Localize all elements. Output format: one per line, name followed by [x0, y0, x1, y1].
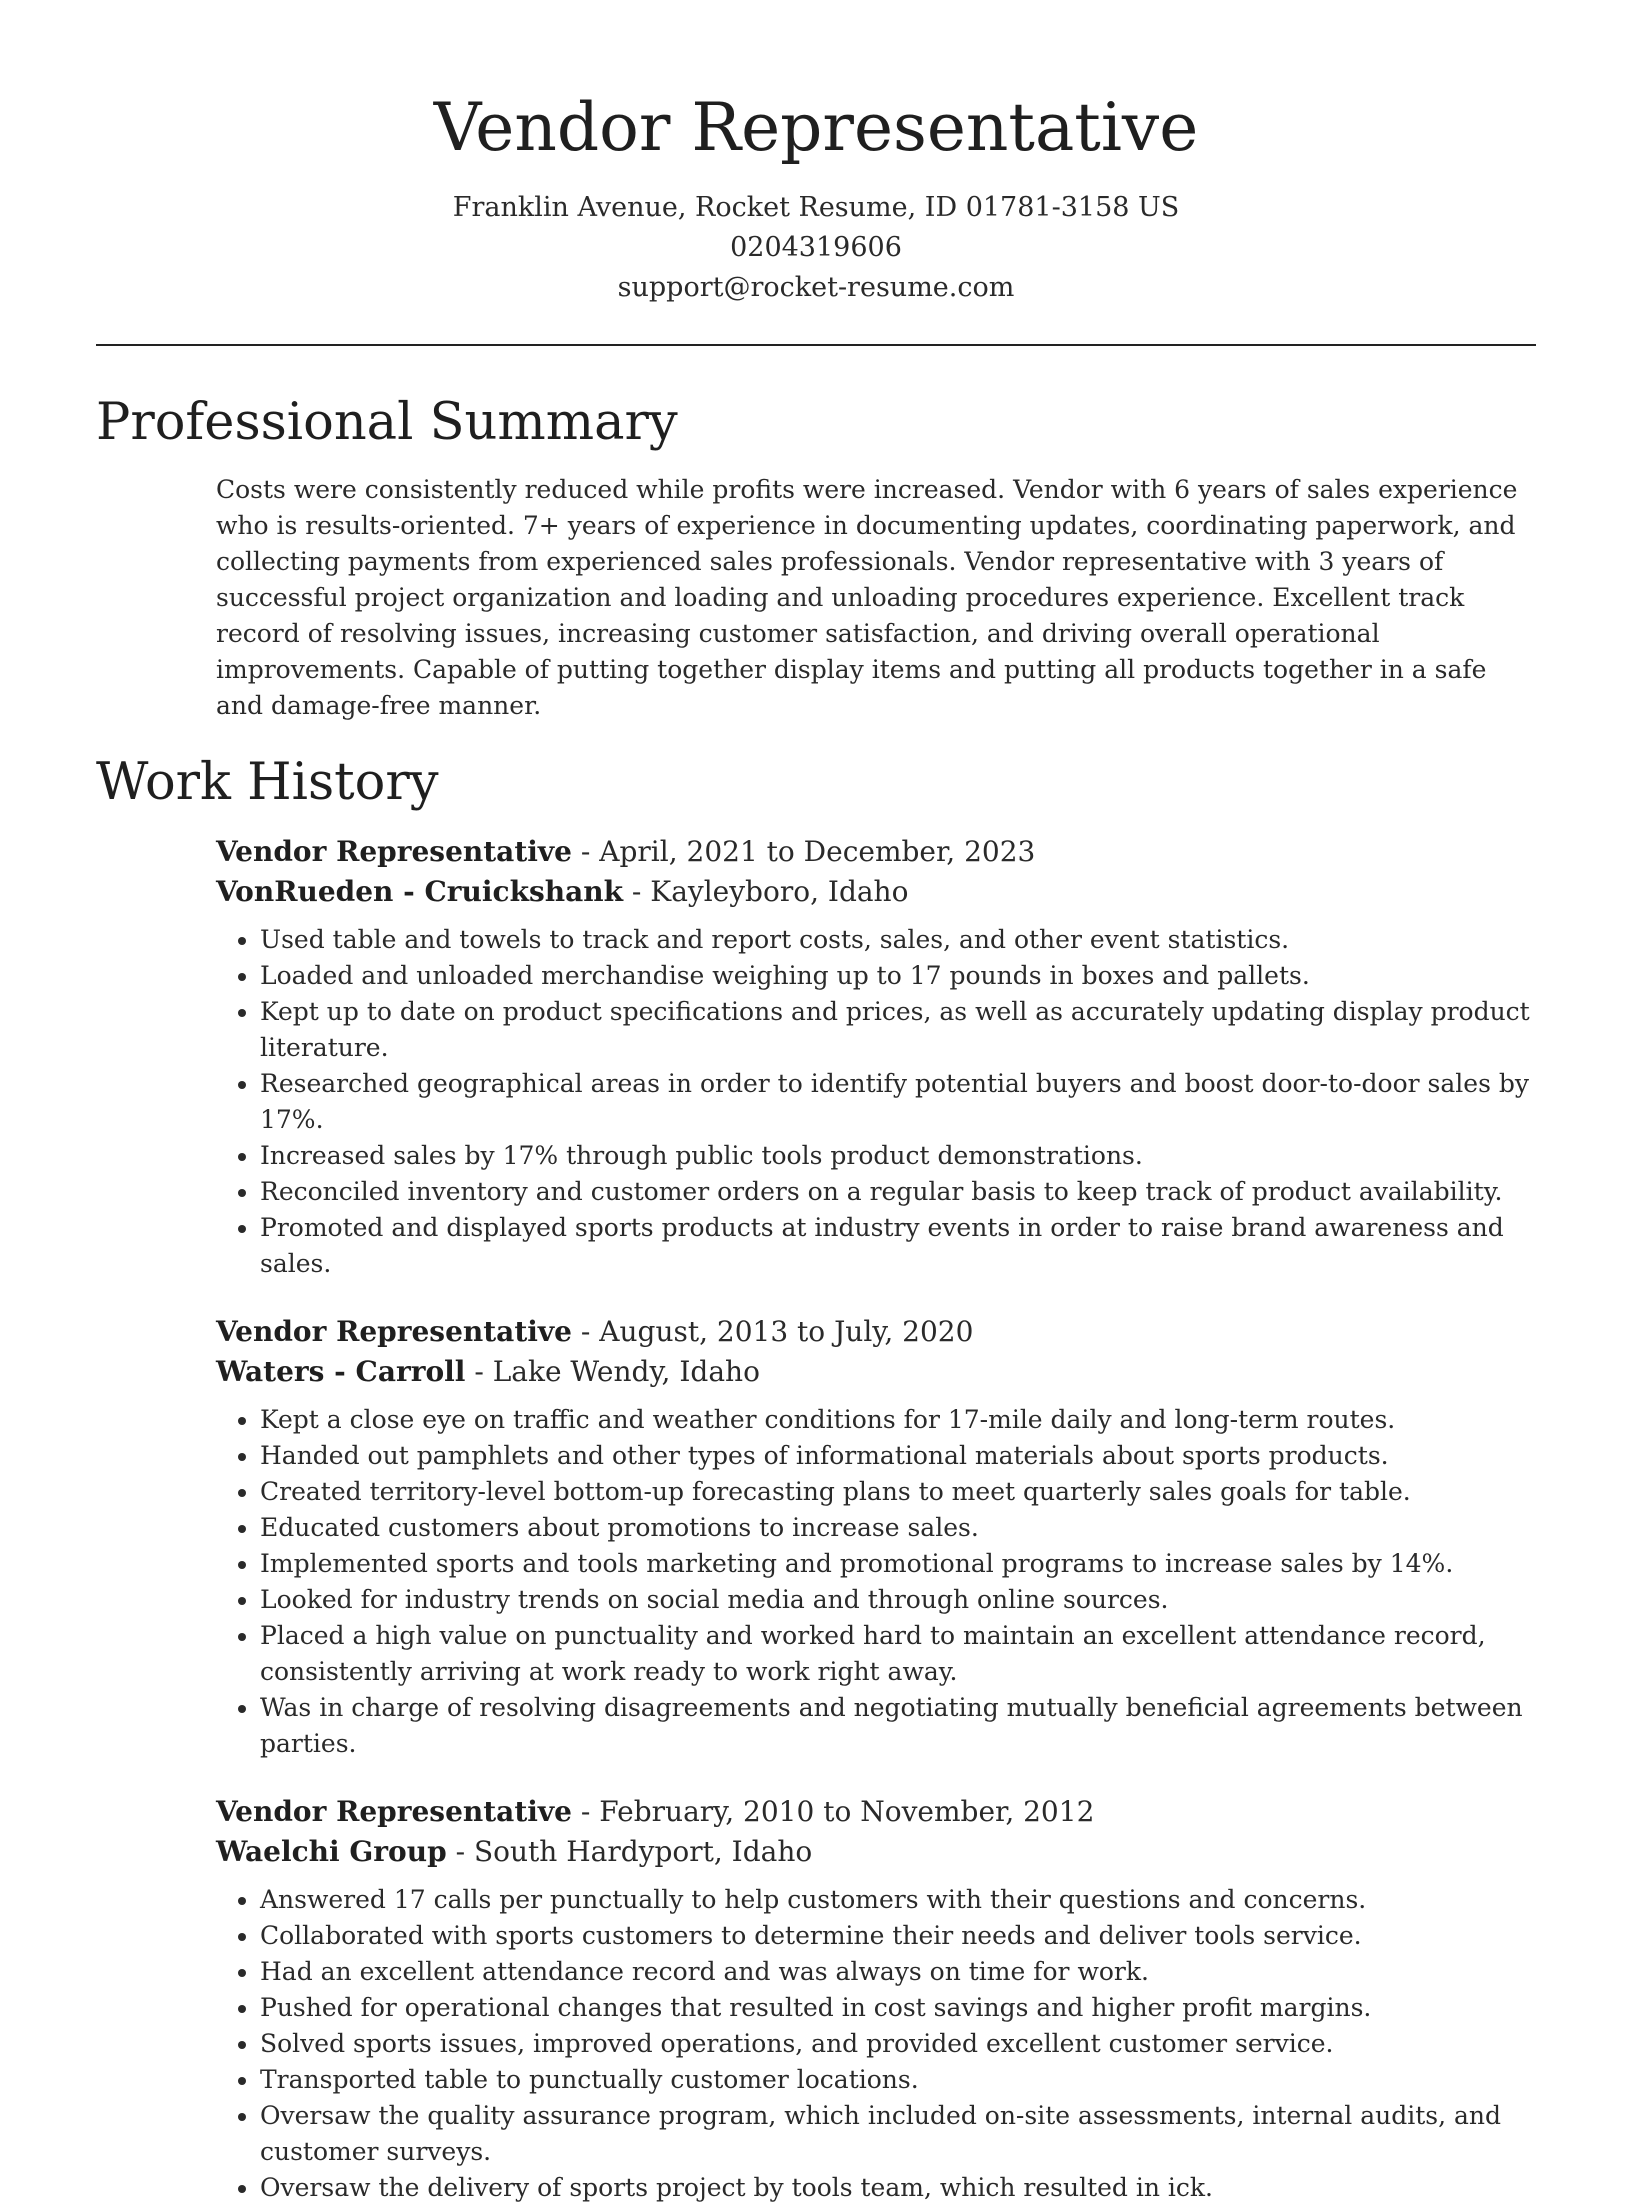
section-title-summary: Professional Summary	[96, 393, 678, 452]
job-location: Kayleyboro, Idaho	[650, 875, 909, 908]
list-item: • Placed a high value on punctuality and worked hard to maintain an excellent attendance record, consistently arriving at work ready to work right away.	[260, 1618, 1536, 1690]
job-company: Waelchi Group	[216, 1835, 447, 1868]
job-entry	[216, 1792, 1536, 2206]
job-dates: April, 2021 to December, 2023	[599, 835, 1036, 868]
separator: -	[474, 1355, 493, 1388]
summary-text: Costs were consistently reduced while profits were increased. Vendor with 6 years of sales experience who is results-oriented. 7+ years of experience in documenting updates, coordinating paperwork, and collecting payments from experienced sales professionals. Vendor representative with 3 years of successful project organization and loading and unloading procedures experience. Excellent track record of resolving issues, increasing customer satisfaction, and driving overall operational improvements. Capable of putting together display items and putting all products together in a safe and damage-free manner.	[216, 475, 1518, 720]
separator: -	[631, 875, 651, 908]
address: Franklin Avenue, Rocket Resume, ID 01781-3158 US	[452, 192, 1180, 223]
list-item: • Had an excellent attendance record and was always on time for work.	[260, 1954, 1536, 1990]
list-item: • Increased sales by 17% through public tools product demonstrations.	[260, 1138, 1536, 1174]
job-role: Vendor Representative	[216, 1315, 572, 1348]
job-company: VonRueden - Cruickshank	[216, 875, 623, 908]
job-title-line	[216, 1792, 1536, 1832]
section-title-work-history: Work History	[96, 753, 439, 812]
list-item: • Handed out pamphlets and other types of informational materials about sports products.	[260, 1438, 1536, 1474]
list-item: • Solved sports issues, improved operations, and provided excellent customer service.	[260, 2026, 1536, 2062]
candidate-name: Vendor Representative	[433, 89, 1199, 166]
job-role: Vendor Representative	[216, 835, 572, 868]
job-dates: February, 2010 to November, 2012	[599, 1795, 1095, 1828]
job-company-line	[216, 1352, 1536, 1392]
job-bullets	[216, 922, 1536, 1282]
list-item: • Implemented sports and tools marketing and promotional programs to increase sales by 14%.	[260, 1546, 1536, 1582]
phone-number: 0204319606	[730, 232, 902, 263]
list-item: • Oversaw the quality assurance program, which included on-site assessments, internal audits, and customer surveys.	[260, 2098, 1536, 2170]
list-item: • Oversaw the delivery of sports project by tools team, which resulted in ick.	[260, 2170, 1536, 2206]
job-bullets	[216, 1882, 1536, 2206]
job-title-line	[216, 1312, 1536, 1352]
job-location: South Hardyport, Idaho	[473, 1835, 813, 1868]
separator: -	[580, 835, 600, 868]
job-entry	[216, 832, 1536, 1282]
separator: -	[580, 1795, 600, 1828]
list-item: • Collaborated with sports customers to determine their needs and deliver tools service.	[260, 1918, 1536, 1954]
list-item: • Used table and towels to track and report costs, sales, and other event statistics.	[260, 922, 1536, 958]
job-role: Vendor Representative	[216, 1795, 572, 1828]
job-title-line	[216, 832, 1536, 872]
job-location: Lake Wendy, Idaho	[492, 1355, 760, 1388]
contact-info	[0, 188, 1632, 308]
list-item: • Researched geographical areas in order to identify potential buyers and boost door-to-door sales by 17%.	[260, 1066, 1536, 1138]
separator: -	[455, 1835, 474, 1868]
resume-header	[0, 0, 1632, 308]
list-item: • Kept up to date on product specifications and prices, as well as accurately updating display product literature.	[260, 994, 1536, 1066]
list-item: • Was in charge of resolving disagreements and negotiating mutually beneficial agreements between parties.	[260, 1690, 1536, 1762]
list-item: • Pushed for operational changes that resulted in cost savings and higher profit margins.	[260, 1990, 1536, 2026]
list-item: • Promoted and displayed sports products at industry events in order to raise brand awareness and sales.	[260, 1210, 1536, 1282]
job-company: Waters - Carroll	[216, 1355, 466, 1388]
list-item: • Looked for industry trends on social media and through online sources.	[260, 1582, 1536, 1618]
list-item: • Educated customers about promotions to increase sales.	[260, 1510, 1536, 1546]
list-item: • Created territory-level bottom-up forecasting plans to meet quarterly sales goals for table.	[260, 1474, 1536, 1510]
header-divider	[96, 344, 1536, 346]
job-bullets	[216, 1402, 1536, 1762]
list-item: • Kept a close eye on traffic and weather conditions for 17-mile daily and long-term routes.	[260, 1402, 1536, 1438]
job-dates: August, 2013 to July, 2020	[599, 1315, 974, 1348]
email-address: support@rocket-resume.com	[617, 272, 1015, 303]
job-company-line	[216, 1832, 1536, 1872]
job-entry	[216, 1312, 1536, 1762]
list-item: • Reconciled inventory and customer orders on a regular basis to keep track of product availability.	[260, 1174, 1536, 1210]
separator: -	[580, 1315, 600, 1348]
list-item: • Answered 17 calls per punctually to help customers with their questions and concerns.	[260, 1882, 1536, 1918]
list-item: • Loaded and unloaded merchandise weighing up to 17 pounds in boxes and pallets.	[260, 958, 1536, 994]
list-item: • Transported table to punctually customer locations.	[260, 2062, 1536, 2098]
job-company-line	[216, 872, 1536, 912]
